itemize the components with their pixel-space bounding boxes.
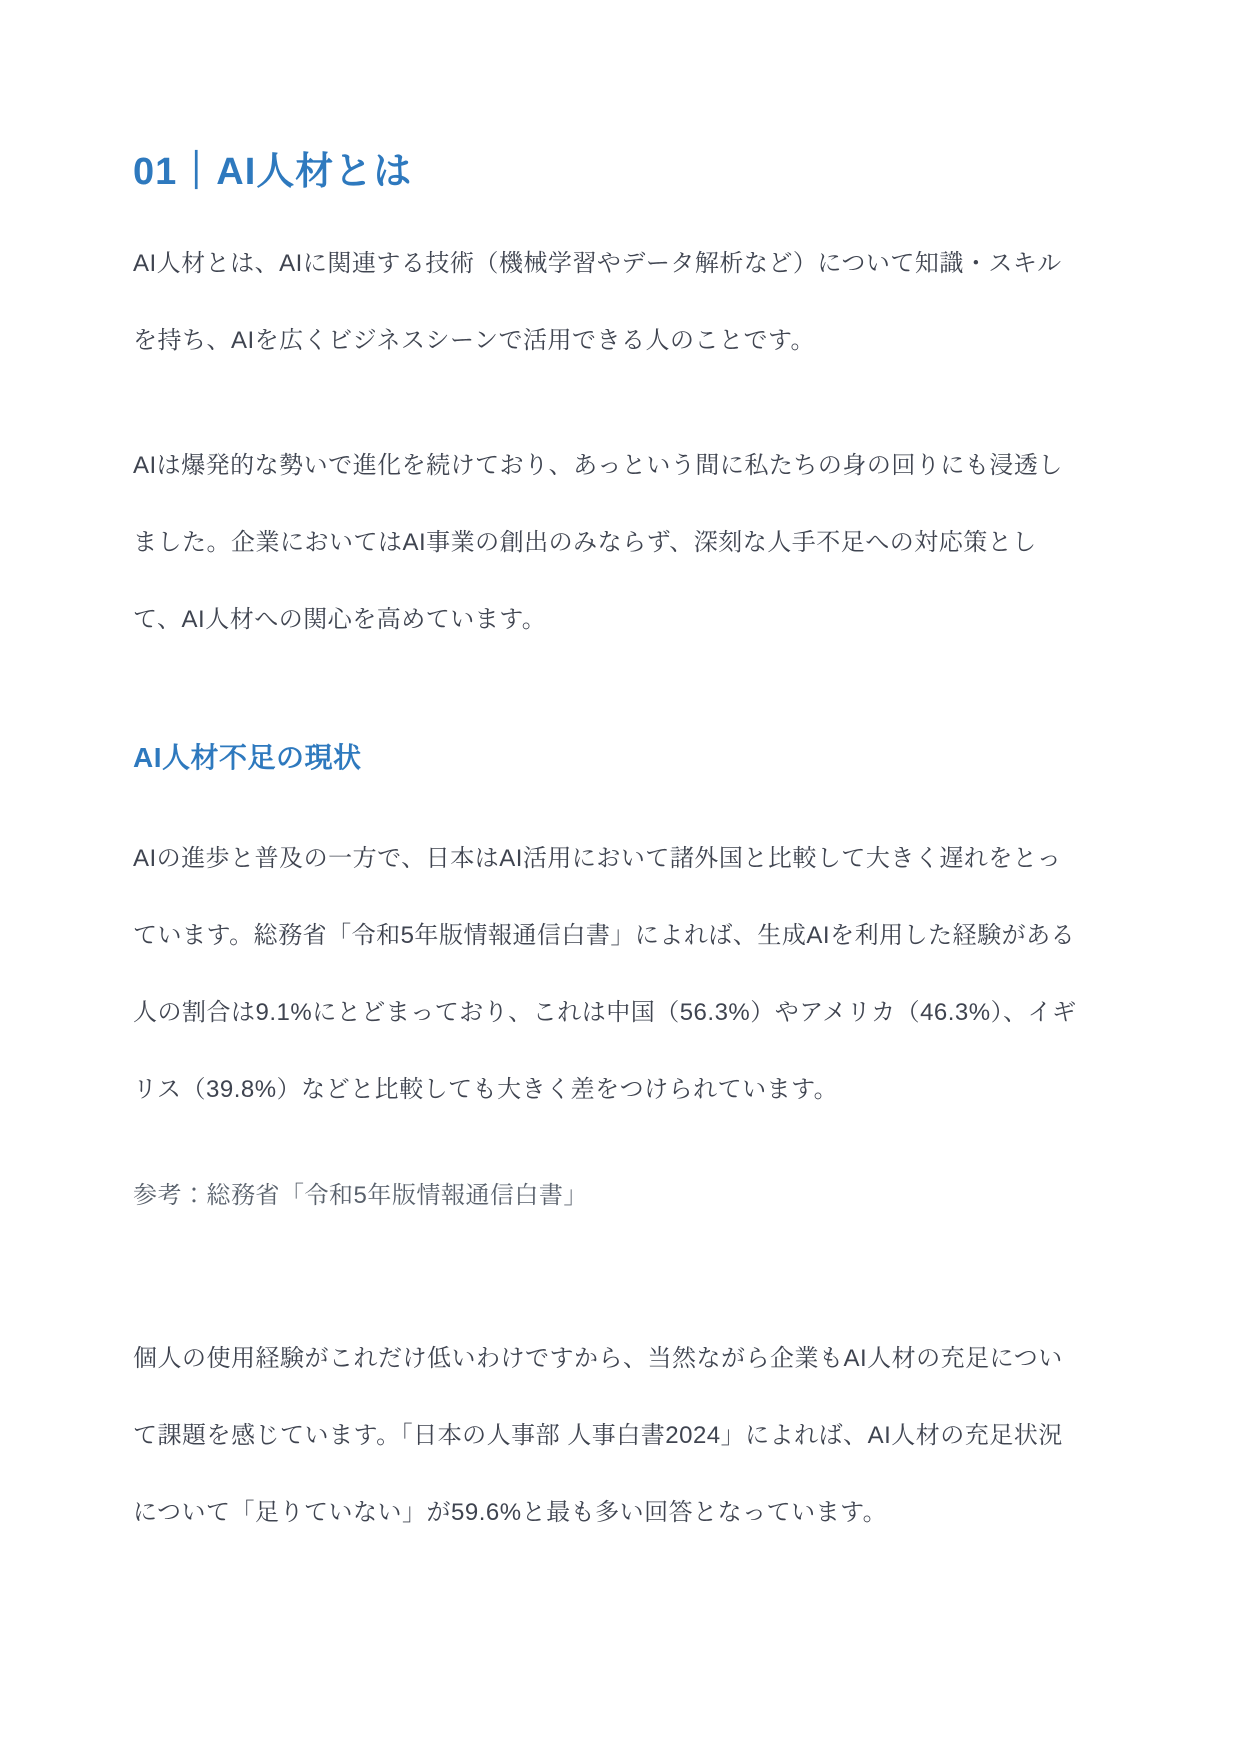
subsection-paragraph-2: 個人の使用経験がこれだけ低いわけですから、当然ながら企業もAI人材の充足について課題を感じています。「日本の人事部 人事白書2024」によれば、AI人材の充足状況について「足りていない」が59.6%と最も多い回答となっています。 — [133, 1344, 1063, 1526]
reference-note: 参考：総務省「令和5年版情報通信白書」 — [133, 1181, 588, 1209]
intro-paragraph-1: AI人材とは、AIに関連する技術（機械学習やデータ解析など）について知識・スキルを持ち、AIを広くビジネスシーンで活用できる人のことです。 — [133, 250, 1062, 355]
intro-paragraph-2: AIは爆発的な勢いで進化を続けており、あっという間に私たちの身の回りにも浸透しました。企業においてはAI事業の創出のみならず、深刻な人手不足への対応策として、AI人材への関心を高めています。 — [133, 452, 1063, 634]
subsection-heading: AI人材不足の現状 — [133, 742, 362, 774]
section-heading: 01｜AI人材とは — [133, 151, 413, 193]
subsection-paragraph-1: AIの進歩と普及の一方で、日本はAI活用において諸外国と比較して大きく遅れをとっています。総務省「令和5年版情報通信白書」によれば、生成AIを利用した経験がある人の割合は9.1%にとどまっており、これは中国（56.3%）やアメリカ（46.3%）、イギリス（39.8%）などと比較しても大きく差をつけられています。 — [133, 844, 1077, 1103]
